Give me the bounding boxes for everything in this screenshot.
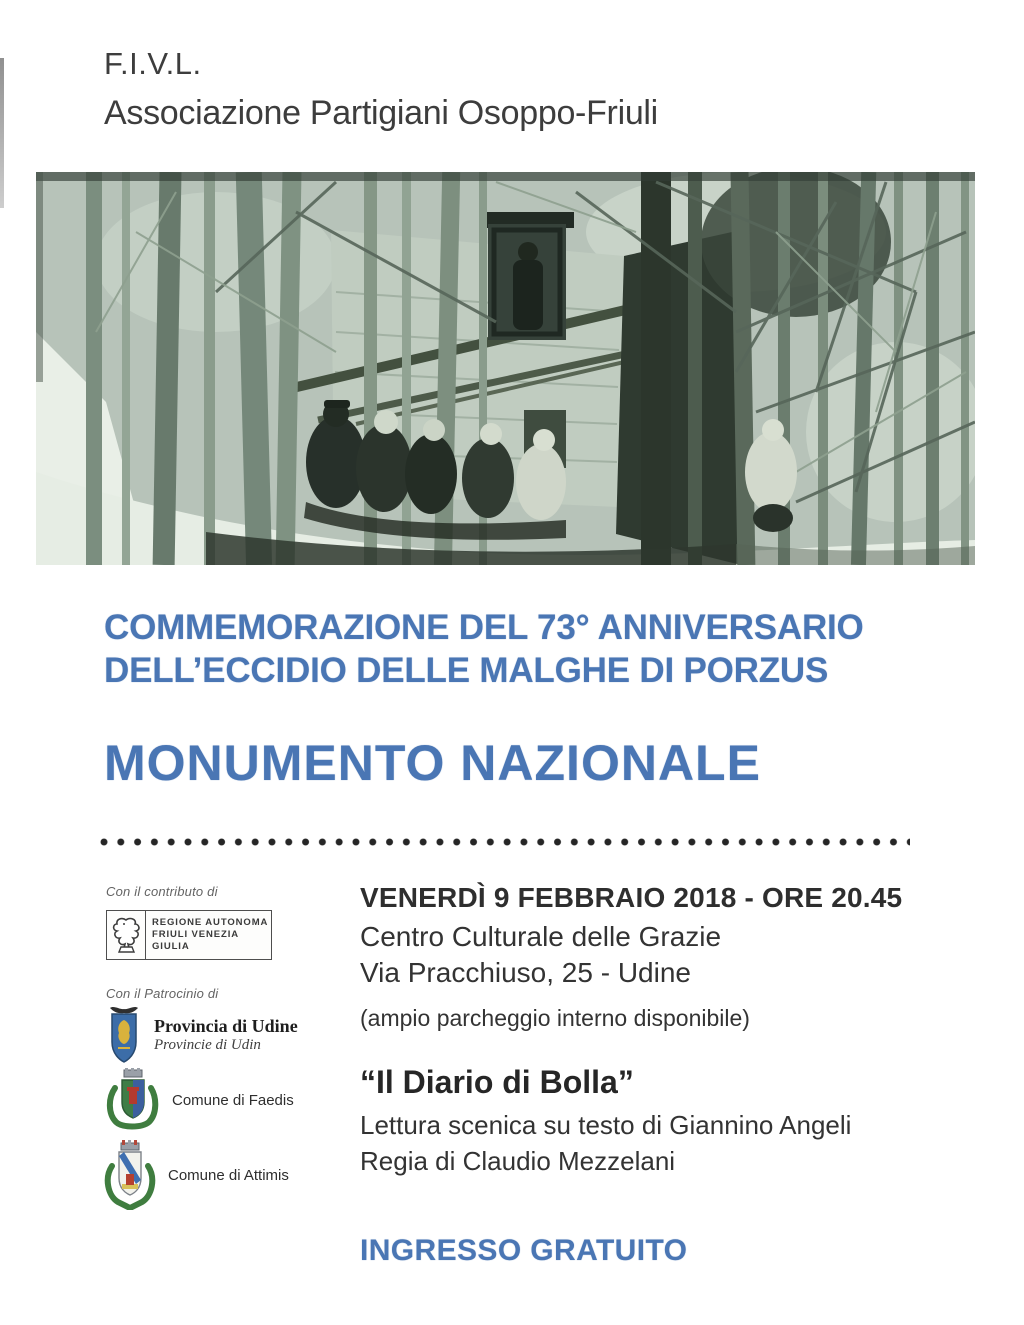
sponsor-comune-attimis	[102, 1140, 289, 1210]
contribution-label: Con il contributo di	[106, 884, 218, 899]
commemoration-heading	[104, 606, 864, 692]
patronage-label: Con il Patrocinio di	[106, 986, 219, 1001]
show-subtitle: Lettura scenica su testo di Giannino Angeli	[360, 1110, 852, 1140]
provincia-name: Provincia di Udine	[154, 1016, 298, 1036]
event-address: Via Pracchiuso, 25 - Udine	[360, 957, 691, 988]
region-logo-line1: REGIONE AUTONOMA	[152, 917, 269, 928]
provincia-udine-crest-icon	[104, 1006, 144, 1064]
sponsor-provincia-udine	[104, 1006, 298, 1064]
org-name: Associazione Partigiani Osoppo-Friuli	[104, 94, 658, 132]
event-parking-note: (ampio parcheggio interno disponibile)	[360, 1005, 750, 1031]
region-eagle-icon	[107, 911, 146, 959]
photo-illustration	[36, 172, 975, 565]
historic-malga-photo	[36, 172, 975, 565]
event-datetime: VENERDÌ 9 FEBBRAIO 2018 - ORE 20.45	[360, 882, 903, 913]
provincia-udine-labels	[154, 1016, 298, 1054]
org-abbreviation: F.I.V.L.	[104, 46, 202, 81]
scan-artifact	[0, 58, 4, 208]
faedis-crest-icon	[104, 1068, 162, 1132]
show-title: “Il Diario di Bolla”	[360, 1064, 634, 1100]
attimis-crest-icon	[102, 1140, 158, 1210]
dotted-divider	[100, 836, 910, 848]
region-logo-line2: FRIULI VENEZIA GIULIA	[152, 929, 239, 952]
region-fvg-logo	[106, 910, 272, 960]
provincia-subname: Provincie di Udin	[154, 1037, 261, 1053]
attimis-label: Comune di Attimis	[168, 1166, 289, 1184]
commemoration-line2: DELL’ECCIDIO DELLE MALGHE DI PORZUS	[104, 651, 829, 690]
monument-title: MONUMENTO NAZIONALE	[104, 735, 761, 791]
admission-note: INGRESSO GRATUITO	[360, 1234, 688, 1267]
faedis-label: Comune di Faedis	[172, 1091, 294, 1109]
event-venue: Centro Culturale delle Grazie	[360, 921, 722, 952]
commemoration-line1: COMMEMORAZIONE DEL 73° ANNIVERSARIO	[104, 608, 864, 647]
region-logo-text	[146, 911, 271, 959]
show-director: Regia di Claudio Mezzelani	[360, 1146, 676, 1176]
sponsor-comune-faedis	[104, 1068, 294, 1132]
